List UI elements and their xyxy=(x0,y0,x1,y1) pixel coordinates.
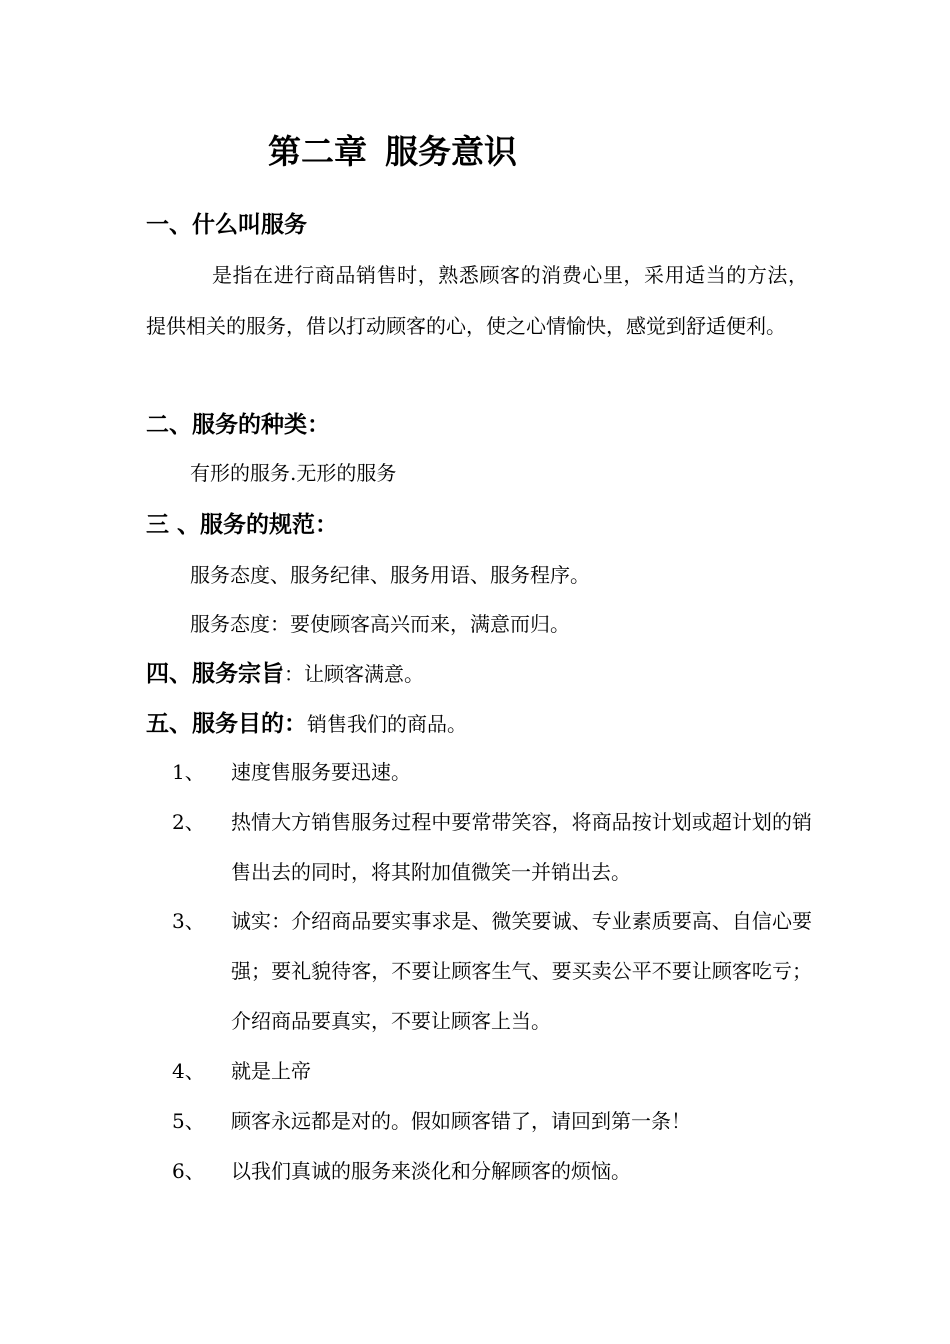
section-4-colon: ： xyxy=(284,662,304,686)
list-item-text: 速度售服务要迅速。 xyxy=(231,760,411,784)
list-item-number: 6、 xyxy=(172,1159,205,1183)
list-item-text: 就是上帝 xyxy=(231,1059,311,1083)
section-3-line-1: 服务态度、服务纪律、服务用语、服务程序。 xyxy=(190,563,590,587)
section-5-heading xyxy=(146,708,467,740)
section-1-heading: 一、什么叫服务 xyxy=(146,211,307,238)
section-1-paragraph: 是指在进行商品销售时，熟悉顾客的消费心里，采用适当的方法，提供相关的服务，借以打动顾客的心，使之心情愉快，感觉到舒适便利。 xyxy=(146,263,808,338)
section-5-text: 销售我们的商品。 xyxy=(307,712,467,736)
list-item-number: 4、 xyxy=(172,1059,205,1083)
section-3-heading: 三 、服务的规范： xyxy=(146,511,339,538)
section-2-text: 有形的服务.无形的服务 xyxy=(190,461,397,485)
section-4-text: 让顾客满意。 xyxy=(304,662,424,686)
chapter-name: 服务意识 xyxy=(385,132,517,171)
list-item-text: 顾客永远都是对的。假如顾客错了，请回到第一条！ xyxy=(231,1109,691,1133)
list-item-1 xyxy=(172,747,812,797)
section-2-heading: 二、服务的种类： xyxy=(146,411,330,438)
list-item-number: 2、 xyxy=(172,810,205,834)
chapter-number: 第二章 xyxy=(268,132,367,171)
chapter-title xyxy=(268,128,517,176)
list-item-3 xyxy=(172,896,812,1046)
section-5-heading-label: 五、服务目的： xyxy=(146,710,307,737)
list-item-text: 诚实：介绍商品要实事求是、微笑要诚、专业素质要高、自信心要强；要礼貌待客，不要让顾客生气、要买卖公平不要让顾客吃亏；介绍商品要真实，不要让顾客上当。 xyxy=(231,909,812,1033)
list-item-number: 3、 xyxy=(172,909,205,933)
section-3-line-2: 服务态度：要使顾客高兴而来，满意而归。 xyxy=(190,612,570,636)
list-item-number: 1、 xyxy=(172,760,205,784)
list-item-6 xyxy=(172,1146,812,1196)
list-item-text: 热情大方销售服务过程中要常带笑容，将商品按计划或超计划的销售出去的同时，将其附加值微笑一并销出去。 xyxy=(231,810,812,884)
list-item-text: 以我们真诚的服务来淡化和分解顾客的烦恼。 xyxy=(231,1159,631,1183)
section-4-heading xyxy=(146,658,424,690)
list-item-4 xyxy=(172,1046,812,1096)
list-item-2 xyxy=(172,797,812,897)
list-item-number: 5、 xyxy=(172,1109,205,1133)
list-item-5 xyxy=(172,1096,812,1146)
section-4-heading-label: 四、服务宗旨 xyxy=(146,660,284,687)
